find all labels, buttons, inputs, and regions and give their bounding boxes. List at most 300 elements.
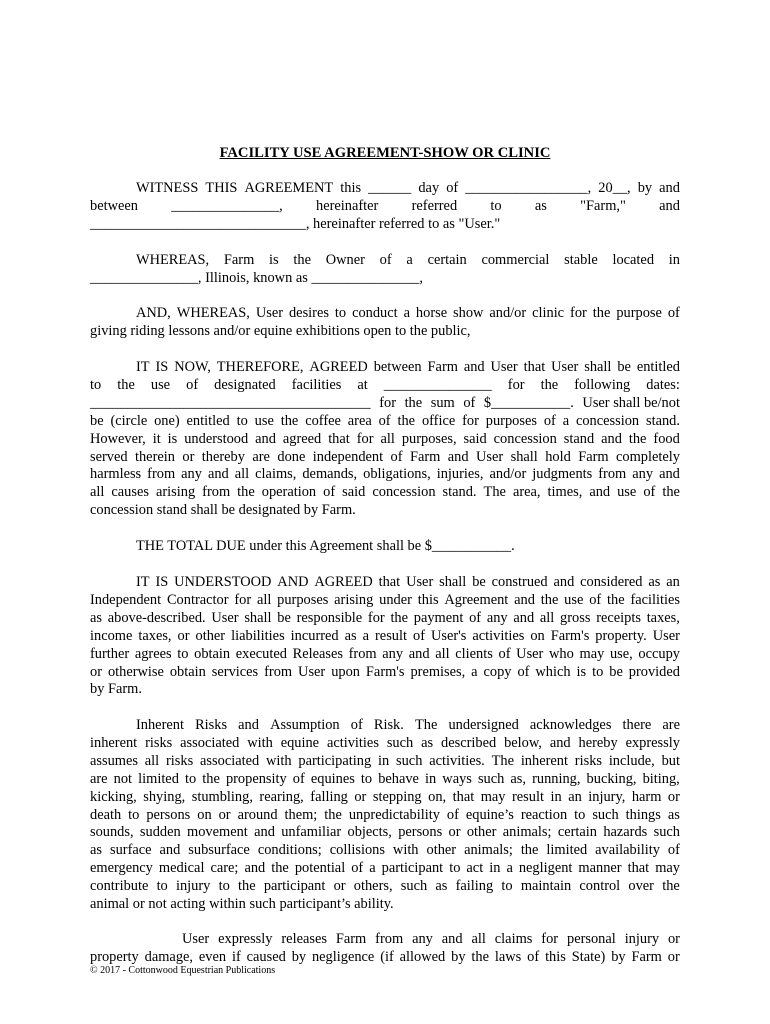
word: to	[177, 645, 189, 662]
text-line	[90, 431, 680, 449]
word: and	[601, 430, 622, 447]
copyright-footer: © 2017 - Cottonwood Equestrian Publications	[90, 965, 276, 976]
word: of	[517, 663, 530, 680]
word: ways	[442, 770, 472, 787]
word: hereby	[578, 734, 618, 751]
word: for	[379, 394, 396, 411]
word: limited	[546, 842, 588, 859]
word: from	[202, 484, 231, 501]
word: Farm	[223, 252, 255, 268]
word: of	[413, 627, 425, 644]
word: and	[463, 359, 485, 375]
word: User	[406, 574, 434, 590]
word: NOW,	[174, 359, 211, 375]
word: AGREED	[309, 359, 368, 375]
word: from	[264, 663, 293, 680]
word: be	[277, 609, 291, 626]
word: the	[540, 376, 559, 393]
word: of	[350, 717, 363, 733]
word: activities	[326, 734, 379, 751]
word: it	[152, 430, 161, 447]
word: dates:	[646, 376, 680, 393]
word: desires	[288, 305, 329, 321]
word: of	[667, 842, 680, 859]
word: Farm	[578, 448, 609, 465]
word: manner	[578, 860, 622, 877]
word: an	[568, 788, 582, 805]
word: responsible	[296, 609, 363, 626]
word: the	[238, 878, 256, 895]
word: injury	[624, 931, 660, 947]
paragraph	[90, 252, 680, 288]
word: risks	[166, 752, 194, 769]
word: However,	[90, 430, 146, 447]
word: User's	[431, 627, 467, 644]
word: as	[435, 878, 448, 895]
text-line	[90, 717, 680, 735]
word: inherent	[90, 734, 138, 751]
word: biting,	[642, 770, 680, 787]
word: Agreement	[444, 591, 509, 608]
word: User	[475, 448, 504, 465]
word: of	[292, 770, 305, 787]
word: of	[589, 591, 602, 608]
word: ______	[368, 180, 412, 196]
word: and	[514, 591, 535, 608]
word: a	[362, 627, 370, 644]
word: shall	[510, 448, 538, 465]
word: to	[490, 197, 502, 214]
word: occupy	[638, 645, 680, 662]
word: User	[182, 931, 210, 947]
word: operation	[261, 484, 317, 501]
word: _______________________________________	[90, 394, 371, 411]
word: _______________,	[171, 197, 283, 214]
word: be	[90, 412, 104, 429]
word: of	[469, 609, 482, 626]
word: the	[628, 430, 647, 447]
word: Farm's	[550, 627, 590, 644]
word: sudden	[139, 824, 181, 841]
word: User	[298, 663, 326, 680]
word: a	[369, 860, 376, 877]
word: otherwise	[107, 663, 164, 680]
word: to	[90, 376, 102, 393]
text-line	[90, 180, 680, 198]
word: the	[390, 609, 409, 626]
paragraph	[90, 359, 680, 520]
word: surface	[109, 842, 152, 859]
word: Releases	[292, 645, 343, 662]
word: injuries,	[436, 466, 484, 483]
word: to	[334, 305, 347, 321]
word: Farm	[335, 931, 367, 947]
word: on	[530, 627, 545, 644]
text-line	[90, 878, 680, 896]
word: who	[549, 645, 574, 662]
word: one)	[154, 412, 180, 429]
word: Farm	[409, 448, 441, 465]
paragraph	[90, 574, 680, 699]
word: them;	[284, 806, 318, 823]
word: animals;	[464, 842, 513, 859]
text-line	[90, 502, 680, 520]
word: the	[540, 591, 559, 608]
word: obligations,	[363, 466, 431, 483]
word: stepping	[372, 788, 422, 805]
word: from	[348, 645, 377, 662]
word: judgments	[532, 466, 593, 483]
word: services	[211, 663, 259, 680]
word: WHEREAS,	[136, 252, 210, 268]
word: or	[90, 663, 102, 680]
word: demands,	[302, 466, 358, 483]
word: entitled	[186, 412, 230, 429]
word: $___________.	[483, 394, 574, 411]
word: or	[182, 448, 195, 465]
word: The	[491, 752, 514, 769]
word: WHEREAS,	[176, 305, 250, 321]
paragraph	[90, 717, 680, 914]
word: laws	[494, 948, 522, 965]
word: rearing,	[259, 788, 304, 805]
text-line	[90, 592, 680, 610]
word: as,	[510, 770, 527, 787]
word: are	[662, 717, 680, 733]
word: risks	[145, 734, 173, 751]
word: shall	[584, 359, 612, 375]
word: care;	[210, 860, 239, 877]
word: and	[659, 180, 680, 196]
word: harmless	[90, 466, 142, 483]
word: gross	[560, 609, 591, 626]
word: on,	[428, 788, 447, 805]
word: for	[356, 430, 374, 447]
word: of	[543, 412, 556, 429]
word: for	[367, 609, 385, 626]
word: AGREED	[314, 574, 373, 590]
word: of	[379, 252, 392, 268]
text-line	[90, 842, 680, 860]
word: of	[667, 305, 680, 321]
word: is	[576, 663, 587, 680]
word: stand.	[646, 412, 680, 429]
word: that	[452, 788, 475, 805]
word: even	[198, 948, 227, 965]
word: The	[483, 484, 506, 501]
text-line	[90, 628, 680, 646]
word: movement	[187, 824, 248, 841]
word: clinic	[532, 305, 565, 321]
word: contribute	[90, 878, 149, 895]
word: this	[340, 180, 362, 196]
word: WITNESS	[136, 180, 199, 196]
word: the	[471, 948, 489, 965]
word: or	[667, 931, 680, 947]
word: food	[653, 430, 680, 447]
word: to	[128, 806, 140, 823]
word: use	[564, 591, 584, 608]
word: of	[186, 376, 199, 393]
word: purposes	[485, 412, 537, 429]
word: other	[426, 842, 457, 859]
word: include,	[608, 752, 655, 769]
word: participant	[381, 860, 444, 877]
word: _______________	[383, 376, 492, 393]
word: Farm	[631, 948, 662, 965]
word: the	[117, 376, 135, 393]
word: a	[471, 663, 478, 680]
line-text: concession stand shall be designated by Farm.	[90, 502, 356, 519]
word: to	[574, 806, 586, 823]
word: claims	[494, 931, 533, 947]
line-text: _______________, Illinois, known as _______________,	[90, 269, 423, 286]
text-line	[90, 305, 680, 323]
word: taxes,	[646, 609, 680, 626]
word: that	[328, 430, 350, 447]
text-line	[90, 466, 680, 484]
word: between	[373, 359, 422, 375]
word: Assumption	[270, 717, 340, 733]
word: coffee	[305, 412, 341, 429]
word: on	[197, 806, 212, 823]
word: of	[446, 180, 459, 196]
word: risks	[574, 752, 602, 769]
text-line	[90, 610, 680, 628]
word: not	[113, 770, 133, 787]
word: persons	[146, 806, 191, 823]
word: as	[534, 197, 547, 214]
word: in	[489, 860, 501, 877]
word: IS	[155, 574, 169, 590]
word: with	[266, 752, 292, 769]
word: for	[570, 305, 587, 321]
word: running,	[532, 770, 581, 787]
word: following	[574, 376, 631, 393]
word: and/or	[489, 466, 527, 483]
word: to	[501, 878, 513, 895]
word: persons	[398, 824, 443, 841]
word: negligent	[518, 860, 573, 877]
text-line	[90, 413, 680, 431]
word: the	[662, 878, 680, 895]
word: use	[617, 484, 637, 501]
word: Contractor	[166, 591, 229, 608]
word: is	[269, 252, 279, 268]
word: subsurface	[188, 842, 250, 859]
word: incurred	[290, 627, 339, 644]
word: or	[218, 806, 231, 823]
word: area	[347, 412, 372, 429]
word: any	[632, 466, 654, 483]
word: AND,	[136, 305, 171, 321]
word: any	[382, 645, 404, 662]
word: bucking,	[586, 770, 637, 787]
word: and	[589, 484, 611, 501]
word: considered	[580, 574, 643, 590]
text-line	[90, 216, 680, 234]
word: this	[417, 591, 439, 608]
word: be	[472, 574, 486, 590]
word: State)	[571, 948, 606, 965]
word: there	[622, 717, 652, 733]
word: said	[342, 484, 366, 501]
word: show	[453, 305, 484, 321]
word: User shall be/not	[582, 394, 680, 411]
word: all	[380, 430, 395, 447]
text-line	[90, 896, 680, 914]
word: such	[653, 824, 680, 841]
text-line	[90, 646, 680, 664]
word: a	[562, 412, 570, 429]
word: and	[255, 430, 276, 447]
word: all	[90, 484, 105, 501]
word: THIS	[205, 180, 238, 196]
word: propensity	[225, 770, 287, 787]
word: and/or	[489, 305, 527, 321]
text-line	[90, 735, 680, 753]
word: independent	[312, 448, 384, 465]
word: shall	[244, 609, 272, 626]
word: certain	[557, 824, 597, 841]
word: or	[354, 788, 367, 805]
word: day	[418, 180, 440, 196]
text-line	[90, 252, 680, 270]
word: all	[471, 931, 486, 947]
word: acknowledges	[529, 717, 612, 733]
word: 20__,	[598, 180, 631, 196]
word: the	[202, 770, 220, 787]
word: or	[667, 948, 680, 965]
word: to	[592, 663, 604, 680]
word: act	[466, 860, 484, 877]
word: animals;	[502, 824, 552, 841]
text-line	[90, 395, 680, 413]
word: Risk.	[373, 717, 404, 733]
word: participant	[263, 878, 326, 895]
word: as	[648, 574, 661, 590]
word: emergency	[90, 860, 153, 877]
word: inherent	[520, 752, 568, 769]
word: as	[90, 609, 102, 626]
word: payment	[413, 609, 464, 626]
word: from	[375, 931, 404, 947]
word: of	[351, 860, 364, 877]
word: area,	[512, 484, 541, 501]
line-text: animal or not acting within such participant’s ability.	[90, 896, 394, 913]
word: (if	[380, 948, 394, 965]
word: may	[655, 860, 680, 877]
word: use	[254, 412, 274, 429]
word: in	[668, 252, 680, 268]
word: and	[244, 860, 266, 877]
word: by	[451, 948, 466, 965]
word: use	[150, 376, 171, 393]
word: conduct	[352, 305, 398, 321]
word: equines	[310, 770, 355, 787]
text-line	[90, 807, 680, 825]
word: and	[553, 574, 575, 590]
word: purpose	[616, 305, 662, 321]
word: in	[425, 770, 437, 787]
text-line	[90, 538, 680, 556]
word: this	[545, 948, 566, 965]
text-line	[90, 377, 680, 395]
word: caused	[246, 948, 286, 965]
word: which	[535, 663, 571, 680]
word: sounds,	[90, 824, 134, 841]
word: the	[662, 484, 680, 501]
text-line	[90, 359, 680, 377]
word: other	[466, 824, 497, 841]
word: control	[579, 878, 621, 895]
word: of	[498, 645, 511, 662]
word: are	[90, 770, 108, 787]
word: times,	[547, 484, 583, 501]
word: that	[523, 359, 546, 375]
word: stable	[564, 252, 598, 268]
word: and	[549, 734, 571, 751]
word: Risks	[195, 717, 228, 733]
word: AND	[277, 574, 309, 590]
word: stand.	[442, 484, 477, 501]
word: obtain	[169, 663, 206, 680]
word: referred	[411, 197, 458, 214]
word: from	[147, 466, 176, 483]
word: assumes	[90, 752, 138, 769]
word: and	[441, 931, 463, 947]
word: to	[156, 878, 168, 895]
document-title: FACILITY USE AGREEMENT-SHOW OR CLINIC	[219, 145, 551, 161]
word: thereby	[201, 448, 245, 465]
word: equine’s	[465, 806, 514, 823]
word: arising	[334, 591, 374, 608]
word: damage,	[144, 948, 193, 965]
word: associated	[180, 734, 240, 751]
word: hold	[545, 448, 571, 465]
word: all	[144, 752, 160, 769]
word: expressly	[625, 734, 680, 751]
word: kicking,	[90, 788, 137, 805]
line-text: THE TOTAL DUE under this Agreement shall be $___________.	[136, 538, 515, 554]
word: conditions;	[257, 842, 322, 859]
word: of	[527, 948, 540, 965]
word: personal	[567, 931, 616, 947]
word: death	[90, 806, 122, 823]
word: a	[403, 305, 410, 321]
word: by	[637, 180, 653, 196]
word: and	[408, 645, 430, 662]
word: hazards	[603, 824, 648, 841]
word: shying,	[143, 788, 186, 805]
word: IT	[136, 574, 150, 590]
word: purposes,	[401, 430, 457, 447]
word: around	[237, 806, 278, 823]
word: User	[255, 305, 284, 321]
word: all	[435, 645, 450, 662]
word: medical	[158, 860, 205, 877]
word: all	[539, 609, 555, 626]
word: that	[378, 574, 401, 590]
text-line	[90, 198, 680, 216]
word: a	[406, 252, 413, 268]
word: such	[386, 734, 414, 751]
word: and	[659, 197, 680, 214]
text-line	[90, 270, 680, 288]
text-line	[90, 789, 680, 807]
word: as	[344, 627, 357, 644]
word: and	[659, 466, 680, 483]
